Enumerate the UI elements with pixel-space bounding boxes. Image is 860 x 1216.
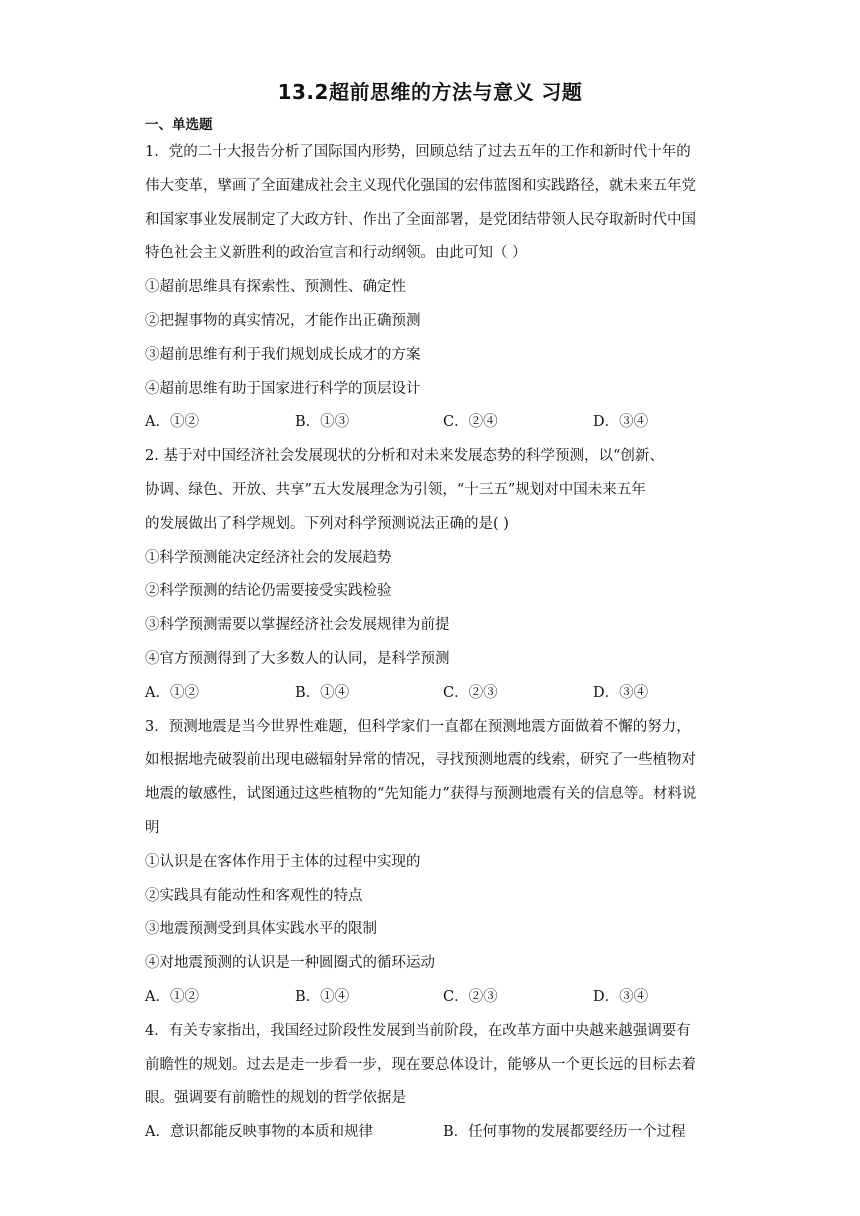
section-heading: 一、单选题 <box>145 117 213 133</box>
option-b: B．①④ <box>295 684 350 701</box>
question-stem-line: 地震的敏感性，试图通过这些植物的“先知能力”获得与预测地震有关的信息等。材料说 <box>145 786 697 803</box>
answer-options <box>145 981 725 1015</box>
question-stem-line: 眼。强调要有前瞻性的规划的哲学依据是 <box>145 1090 406 1107</box>
question-stem-line: 明 <box>145 819 160 836</box>
option-d: D．③④ <box>593 414 649 431</box>
option-a: A．意识都能反映事物的本质和规律 <box>145 1124 373 1141</box>
question-4 <box>145 1015 725 1150</box>
question-list <box>145 136 725 1150</box>
statement-item: ③地震预测受到具体实践水平的限制 <box>145 921 377 938</box>
option-c: C．②③ <box>443 988 498 1005</box>
question-stem-line: 如根据地壳破裂前出现电磁辐射异常的情况，寻找预测地震的线索，研究了一些植物对 <box>145 752 696 769</box>
option-a: A．①② <box>145 684 199 701</box>
question-stem-line: 前瞻性的规划。过去是走一步看一步，现在要总体设计，能够从一个更长远的目标去着 <box>145 1056 696 1073</box>
answer-options <box>145 406 725 440</box>
option-b: B．①④ <box>295 988 350 1005</box>
question-3 <box>145 711 725 1015</box>
option-c: C．②④ <box>443 414 498 431</box>
question-stem-line: 特色社会主义新胜利的政治宣言和行动纲领。由此可知（ ） <box>145 245 527 262</box>
question-stem-line: 4．有关专家指出，我国经过阶段性发展到当前阶段，在改革方面中央越来越强调要有 <box>145 1022 691 1039</box>
answer-options <box>145 1116 725 1150</box>
question-stem-line: 伟大变革，擘画了全面建成社会主义现代化强国的宏伟蓝图和实践路径，就未来五年党 <box>145 177 696 194</box>
option-b: B．①③ <box>295 414 350 431</box>
document-title: 13.2超前思维的方法与意义 习题 <box>277 80 583 104</box>
question-2 <box>145 440 725 710</box>
answer-options <box>145 677 725 711</box>
question-stem-line: 和国家事业发展制定了大政方针、作出了全面部署，是党团结带领人民夺取新时代中国 <box>145 211 696 228</box>
question-stem-line: 1．党的二十大报告分析了国际国内形势，回顾总结了过去五年的工作和新时代十年的 <box>145 144 691 160</box>
statement-item: ③科学预测需要以掌握经济社会发展规律为前提 <box>145 617 450 634</box>
option-a: A．①② <box>145 414 199 431</box>
question-1 <box>145 136 725 440</box>
question-stem-line: 协调、绿色、开放、共享”五大发展理念为引领，“十三五”规划对中国未来五年 <box>145 481 646 498</box>
option-d: D．③④ <box>593 684 649 701</box>
statement-item: ③超前思维有利于我们规划成长成才的方案 <box>145 346 421 363</box>
statement-item: ④超前思维有助于国家进行科学的顶层设计 <box>145 380 421 397</box>
statement-item: ②把握事物的真实情况，才能作出正确预测 <box>145 312 421 329</box>
statement-item: ①超前思维具有探索性、预测性、确定性 <box>145 279 406 296</box>
option-d: D．③④ <box>593 988 649 1005</box>
option-c: C．②③ <box>443 684 498 701</box>
statement-item: ④官方预测得到了大多数人的认同，是科学预测 <box>145 650 450 667</box>
statement-item: ④对地震预测的认识是一种圆圈式的循环运动 <box>145 955 435 972</box>
question-stem-line: 的发展做出了科学规划。下列对科学预测说法正确的是( ) <box>145 515 509 532</box>
statement-item: ②科学预测的结论仍需要接受实践检验 <box>145 583 392 600</box>
statement-item: ②实践具有能动性和客观性的特点 <box>145 887 363 904</box>
option-b: B．任何事物的发展都要经历一个过程 <box>443 1124 686 1141</box>
question-stem-line: 3．预测地震是当今世界性难题，但科学家们一直都在预测地震方面做着不懈的努力， <box>145 718 691 735</box>
statement-item: ①科学预测能决定经济社会的发展趋势 <box>145 549 392 566</box>
statement-item: ①认识是在客体作用于主体的过程中实现的 <box>145 853 421 870</box>
question-stem-line: 2. 基于对中国经济社会发展现状的分析和对未来发展态势的科学预测，以“创新、 <box>145 448 664 465</box>
option-a: A．①② <box>145 988 199 1005</box>
